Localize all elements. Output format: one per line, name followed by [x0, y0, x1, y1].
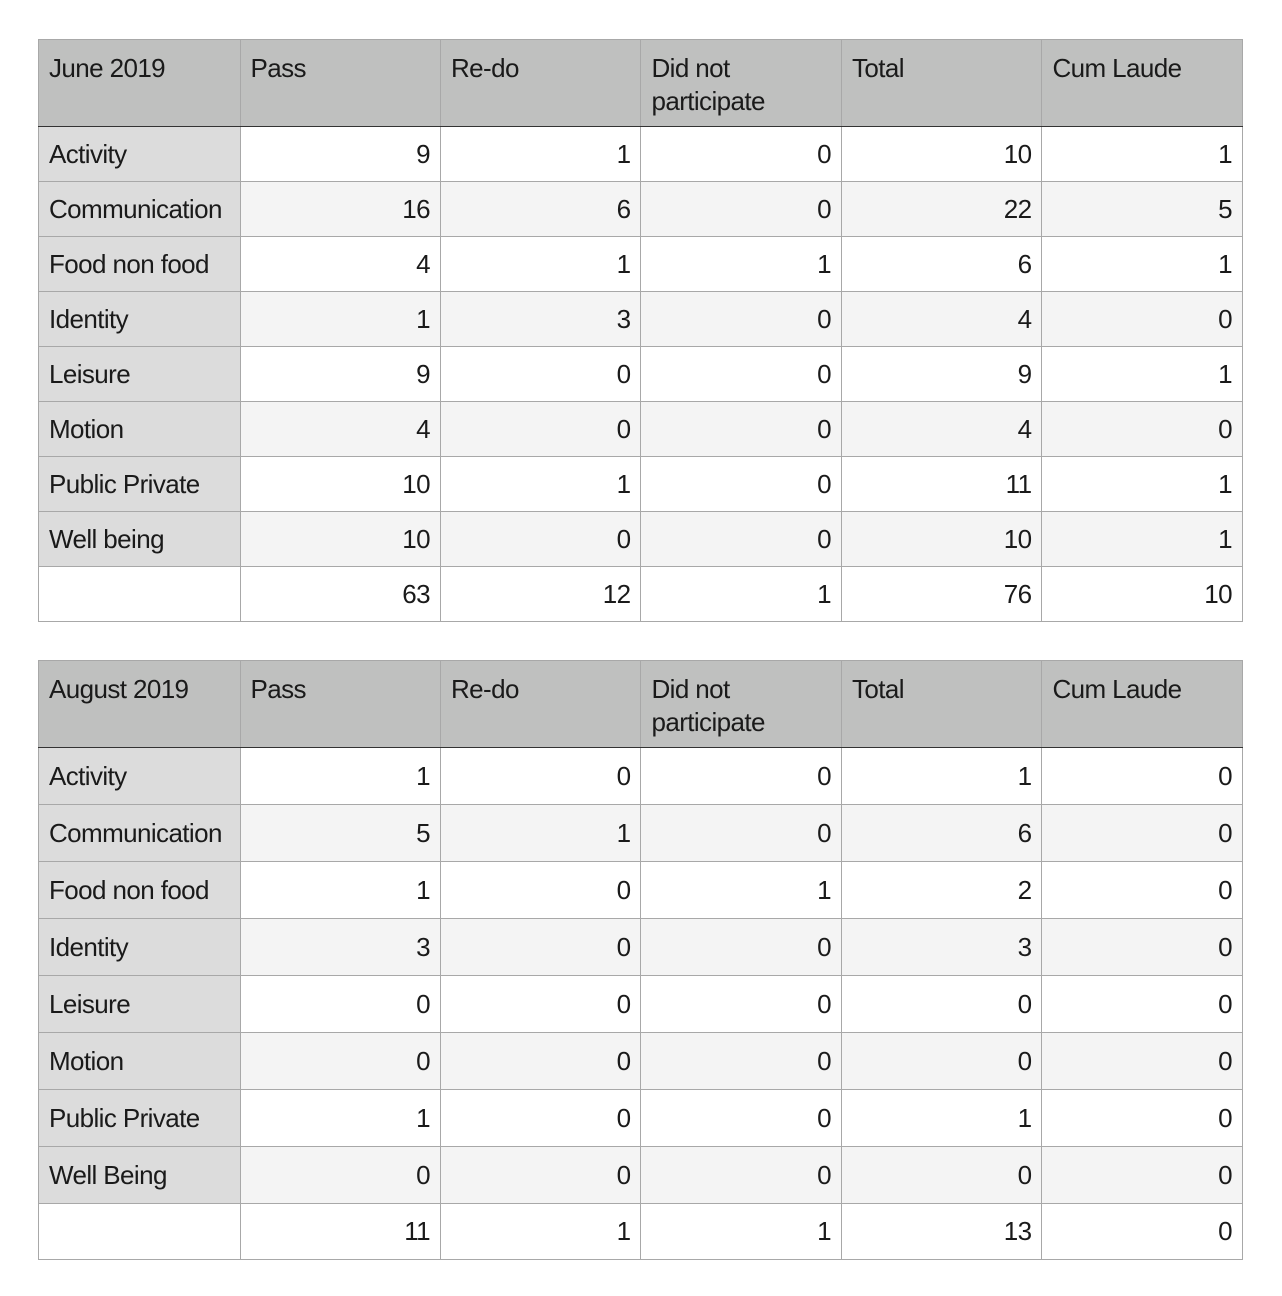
cell-re-do: 1: [440, 127, 640, 182]
table-row: [39, 347, 1243, 402]
cell-pass: 1: [240, 862, 440, 919]
cell-did-not-participate: 0: [641, 919, 841, 976]
row-label: Activity: [39, 748, 241, 805]
total-did-not-participate: 1: [641, 1204, 841, 1260]
cell-re-do: 0: [440, 919, 640, 976]
cell-pass: 0: [240, 976, 440, 1033]
column-header-total: Total: [841, 661, 1041, 748]
table-row: [39, 512, 1243, 567]
cell-did-not-participate: 0: [641, 1033, 841, 1090]
cell-re-do: 0: [440, 976, 640, 1033]
row-label: Communication: [39, 805, 241, 862]
row-label: Food non food: [39, 862, 241, 919]
cell-re-do: 1: [440, 457, 640, 512]
table-row: [39, 1090, 1243, 1147]
cell-re-do: 6: [440, 182, 640, 237]
header-row: [39, 40, 1243, 127]
cell-re-do: 1: [440, 237, 640, 292]
cell-total: 22: [841, 182, 1041, 237]
cell-did-not-participate: 0: [641, 182, 841, 237]
cell-total: 9: [841, 347, 1041, 402]
cell-pass: 10: [240, 512, 440, 567]
column-header-did-not-participate: Did not participate: [641, 661, 841, 748]
cell-pass: 1: [240, 1090, 440, 1147]
row-label: Leisure: [39, 347, 241, 402]
total-total: 76: [841, 567, 1041, 622]
cell-cum-laude: 0: [1042, 1090, 1243, 1147]
column-header-did-not-participate: Did not participate: [641, 40, 841, 127]
total-total: 13: [841, 1204, 1041, 1260]
cell-cum-laude: 0: [1042, 292, 1243, 347]
cell-cum-laude: 0: [1042, 402, 1243, 457]
row-label: Food non food: [39, 237, 241, 292]
cell-re-do: 0: [440, 1147, 640, 1204]
cell-pass: 5: [240, 805, 440, 862]
cell-pass: 3: [240, 919, 440, 976]
cell-cum-laude: 1: [1042, 237, 1243, 292]
cell-cum-laude: 0: [1042, 805, 1243, 862]
row-label: Public Private: [39, 457, 241, 512]
cell-did-not-participate: 0: [641, 805, 841, 862]
table-title-cell: June 2019: [39, 40, 241, 127]
table-title-cell: August 2019: [39, 661, 241, 748]
cell-did-not-participate: 0: [641, 347, 841, 402]
row-label: Motion: [39, 1033, 241, 1090]
table-row: [39, 237, 1243, 292]
row-label: Well being: [39, 512, 241, 567]
totals-row: [39, 567, 1243, 622]
cell-total: 0: [841, 1147, 1041, 1204]
cell-total: 6: [841, 237, 1041, 292]
cell-pass: 1: [240, 292, 440, 347]
table-row: [39, 1147, 1243, 1204]
cell-total: 10: [841, 127, 1041, 182]
cell-re-do: 0: [440, 1090, 640, 1147]
table-row: [39, 182, 1243, 237]
cell-re-do: 0: [440, 347, 640, 402]
cell-did-not-participate: 0: [641, 1147, 841, 1204]
cell-pass: 0: [240, 1033, 440, 1090]
cell-cum-laude: 1: [1042, 127, 1243, 182]
june-2019-table: [38, 39, 1243, 622]
cell-re-do: 0: [440, 402, 640, 457]
cell-pass: 10: [240, 457, 440, 512]
table-row: [39, 748, 1243, 805]
cell-total: 0: [841, 976, 1041, 1033]
cell-re-do: 0: [440, 512, 640, 567]
cell-total: 1: [841, 748, 1041, 805]
cell-pass: 9: [240, 127, 440, 182]
cell-total: 2: [841, 862, 1041, 919]
cell-re-do: 3: [440, 292, 640, 347]
table-row: [39, 1033, 1243, 1090]
table-row: [39, 862, 1243, 919]
table-row: [39, 976, 1243, 1033]
cell-cum-laude: 1: [1042, 347, 1243, 402]
column-header-cum-laude: Cum Laude: [1042, 40, 1243, 127]
cell-total: 1: [841, 1090, 1041, 1147]
row-label: Leisure: [39, 976, 241, 1033]
totals-label-cell: [39, 567, 241, 622]
header-row: [39, 661, 1243, 748]
total-re-do: 12: [440, 567, 640, 622]
cell-re-do: 1: [440, 805, 640, 862]
table-row: [39, 292, 1243, 347]
row-label: Motion: [39, 402, 241, 457]
total-pass: 11: [240, 1204, 440, 1260]
cell-total: 10: [841, 512, 1041, 567]
row-label: Identity: [39, 919, 241, 976]
total-did-not-participate: 1: [641, 567, 841, 622]
totals-row: [39, 1204, 1243, 1260]
cell-cum-laude: 0: [1042, 748, 1243, 805]
row-label: Well Being: [39, 1147, 241, 1204]
cell-did-not-participate: 1: [641, 862, 841, 919]
table-row: [39, 127, 1243, 182]
column-header-total: Total: [841, 40, 1041, 127]
cell-cum-laude: 1: [1042, 512, 1243, 567]
total-cum-laude: 10: [1042, 567, 1243, 622]
cell-did-not-participate: 0: [641, 1090, 841, 1147]
table-row: [39, 457, 1243, 512]
totals-label-cell: [39, 1204, 241, 1260]
total-pass: 63: [240, 567, 440, 622]
cell-pass: 9: [240, 347, 440, 402]
column-header-re-do: Re-do: [440, 661, 640, 748]
row-label: Public Private: [39, 1090, 241, 1147]
cell-did-not-participate: 0: [641, 457, 841, 512]
cell-cum-laude: 0: [1042, 862, 1243, 919]
row-label: Communication: [39, 182, 241, 237]
cell-pass: 4: [240, 402, 440, 457]
cell-did-not-participate: 0: [641, 402, 841, 457]
cell-cum-laude: 0: [1042, 919, 1243, 976]
cell-pass: 0: [240, 1147, 440, 1204]
table-row: [39, 402, 1243, 457]
row-label: Activity: [39, 127, 241, 182]
cell-did-not-participate: 0: [641, 512, 841, 567]
cell-did-not-participate: 0: [641, 748, 841, 805]
column-header-pass: Pass: [240, 661, 440, 748]
cell-pass: 1: [240, 748, 440, 805]
cell-re-do: 0: [440, 862, 640, 919]
column-header-cum-laude: Cum Laude: [1042, 661, 1243, 748]
cell-pass: 16: [240, 182, 440, 237]
cell-pass: 4: [240, 237, 440, 292]
cell-cum-laude: 0: [1042, 1147, 1243, 1204]
cell-cum-laude: 5: [1042, 182, 1243, 237]
column-header-re-do: Re-do: [440, 40, 640, 127]
cell-total: 0: [841, 1033, 1041, 1090]
cell-did-not-participate: 1: [641, 237, 841, 292]
cell-total: 4: [841, 292, 1041, 347]
cell-did-not-participate: 0: [641, 127, 841, 182]
table-row: [39, 919, 1243, 976]
row-label: Identity: [39, 292, 241, 347]
cell-re-do: 0: [440, 1033, 640, 1090]
total-re-do: 1: [440, 1204, 640, 1260]
cell-did-not-participate: 0: [641, 976, 841, 1033]
column-header-pass: Pass: [240, 40, 440, 127]
cell-cum-laude: 0: [1042, 976, 1243, 1033]
cell-cum-laude: 0: [1042, 1033, 1243, 1090]
table-row: [39, 805, 1243, 862]
august-2019-table: [38, 660, 1243, 1260]
cell-total: 3: [841, 919, 1041, 976]
cell-did-not-participate: 0: [641, 292, 841, 347]
cell-total: 11: [841, 457, 1041, 512]
cell-re-do: 0: [440, 748, 640, 805]
cell-cum-laude: 1: [1042, 457, 1243, 512]
total-cum-laude: 0: [1042, 1204, 1243, 1260]
cell-total: 6: [841, 805, 1041, 862]
cell-total: 4: [841, 402, 1041, 457]
